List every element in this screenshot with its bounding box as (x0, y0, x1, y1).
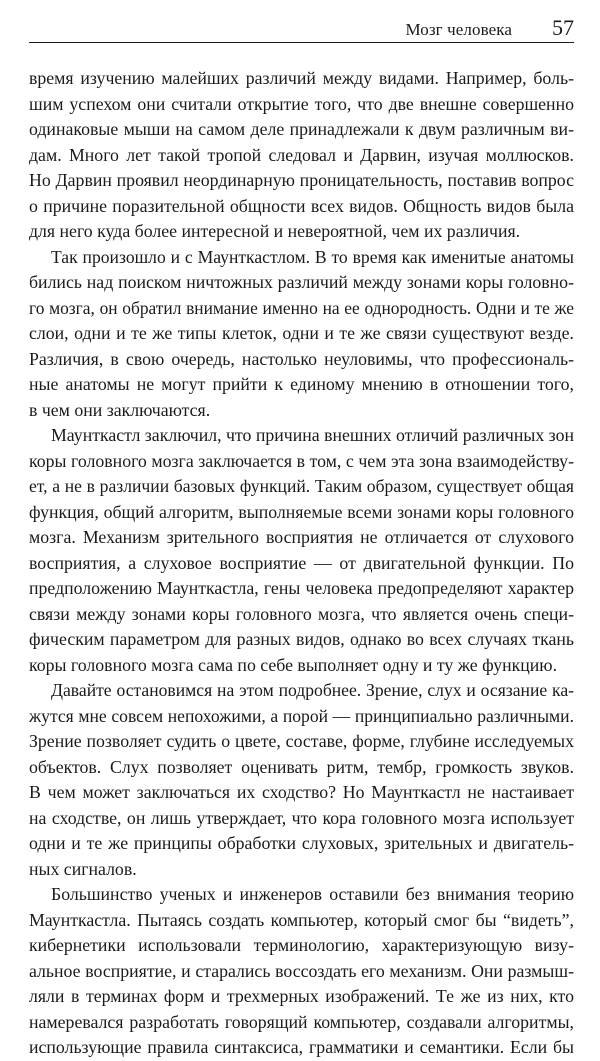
text-line: о причине поразительной общности всех видов. Общность видов была (29, 195, 574, 216)
text-line: ет, а не в различии базовых функций. Таким образом, существует общая (29, 476, 574, 496)
text-line: коры головного мозга заключается в том, с чем эта зона взаимодейству- (29, 450, 574, 471)
text-line: в чем они заключаются. (29, 399, 211, 420)
paragraph (29, 882, 574, 1061)
text-line: мозга. Механизм зрительного восприятия не отличается от слухового (29, 527, 574, 547)
text-line: время изучению малейших различий между видами. Например, боль- (29, 68, 574, 88)
text-line: связи между зонами коры головного мозга, что является очень специ- (29, 603, 574, 624)
text-line: функция, общий алгоритм, выполняемые всеми зонами коры головного (29, 501, 574, 522)
page-number: 57 (552, 15, 574, 40)
text-line: дам. Много лет такой тропой следовал и Дарвин, изучая моллюсков. (29, 144, 574, 165)
text-line: Так произошло и с Маунткастлом. В то время как именитые анатомы (51, 246, 574, 267)
paragraph (29, 678, 574, 882)
paragraph (29, 423, 574, 678)
body-text (29, 66, 574, 1061)
text-line: Зрение позволяет судить о цвете, составе, форме, глубине исследуемых (29, 731, 574, 751)
text-line: использующие правила синтаксиса, грамматики и семантики. Если бы (29, 1037, 574, 1057)
text-line: одни и те же принципы обработки слуховых, зрительных и двигатель- (29, 833, 574, 853)
text-line: намеревался разработать говорящий компьютер, создавали алгоритмы, (29, 1011, 574, 1032)
text-line: Маунткастла. Пытаясь создать компьютер, который смог бы “видеть”, (29, 909, 574, 930)
paragraph (29, 245, 574, 424)
text-line: Маунткастл заключил, что причина внешних отличий различных зон (51, 425, 574, 445)
text-line: В чем может заключаться их сходство? Но Маунткастл не настаивает (29, 782, 574, 802)
text-line: восприятия, а слуховое восприятие — от двигательной функции. По (29, 552, 574, 573)
text-line: кибернетики использовали терминологию, характеризующую визу- (29, 935, 574, 955)
running-title: Мозг человека (405, 20, 512, 39)
text-line: го мозга, он обратил внимание именно на ее однородность. Одни и те же (29, 297, 574, 318)
text-line: жутся мне совсем непохожими, а порой — принципиально различными. (29, 705, 574, 726)
page-header (29, 14, 574, 43)
text-line: предположению Маунткастла, гены человека предопределяют характер (29, 578, 574, 598)
text-line: шим успехом они считали открытие того, что две внешне совершенно (29, 93, 574, 114)
text-line: слои, одни и те же типы клеток, одни и те же связи существуют везде. (29, 323, 574, 343)
text-line: для него куда более интересной и невероятной, чем их различия. (29, 221, 521, 241)
text-line: фическим параметром для разных видов, однако во всех случаях ткань (29, 629, 574, 649)
text-line: Но Дарвин проявил неординарную проницательность, поставив вопрос (29, 170, 574, 190)
text-line: объектов. Слух позволяет оценивать ритм, тембр, громкость звуков. (29, 756, 574, 777)
text-line: Давайте остановимся на этом подробнее. Зрение, слух и осязание ка- (51, 680, 574, 700)
text-line: на сходстве, он лишь утверждает, что кора головного мозга использует (29, 807, 574, 828)
text-line: бились над поиском ничтожных различий между зонами коры головно- (29, 272, 574, 292)
text-line: Большинство ученых и инженеров оставили без внимания теорию (51, 884, 574, 904)
text-line: ные анатомы не могут прийти к единому мнению в отношении того, (29, 374, 574, 394)
text-line: коры головного мозга сама по себе выполняет одну и ту же функцию. (29, 654, 558, 675)
text-line: ных сигналов. (29, 858, 137, 879)
text-line: ляли в терминах форм и трехмерных изображений. Те же из них, кто (29, 986, 574, 1006)
text-line: Различия, в свою очередь, настолько неуловимы, что профессиональ- (29, 348, 574, 369)
text-line: одинаковые мыши на самом деле принадлежали к двум различным ви- (29, 119, 574, 139)
text-line: альное восприятие, и старались воссоздать его механизм. Они размыш- (29, 960, 574, 981)
paragraph (29, 66, 574, 245)
